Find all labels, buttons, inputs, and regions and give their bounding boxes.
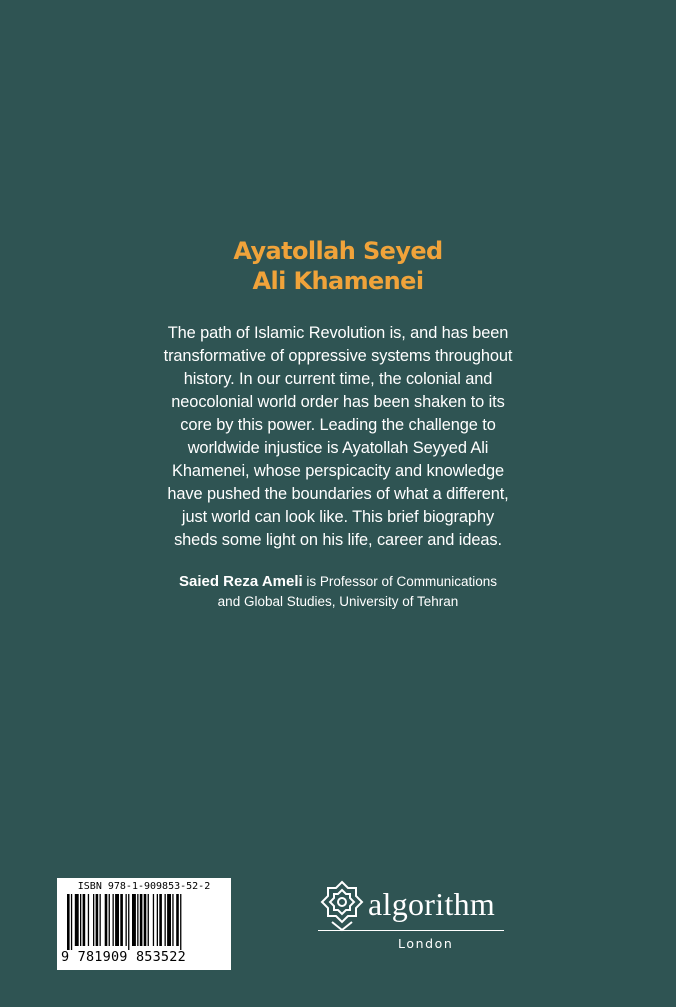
barcode-bar xyxy=(83,894,86,946)
author-bio-line-2: and Global Studies, University of Tehran xyxy=(217,594,459,609)
barcode-bar xyxy=(159,894,162,946)
blurb-line: core by this power. Leading the challenge to xyxy=(180,416,496,434)
barcode-bar xyxy=(176,894,179,946)
barcode-bar xyxy=(132,894,136,946)
barcode-bar xyxy=(75,894,79,946)
blurb-line: just world can look like. This brief biography xyxy=(181,508,495,526)
barcode-bar xyxy=(88,894,89,946)
barcode-bar xyxy=(126,894,127,946)
barcode-bars xyxy=(65,894,223,950)
isbn-barcode xyxy=(57,878,231,970)
blurb-line: neocolonial world order has been shaken to its xyxy=(171,393,505,411)
author-bio-line-1 xyxy=(120,572,556,592)
blurb-line: The path of Islamic Revolution is, and has been xyxy=(167,324,509,342)
author-bio xyxy=(120,572,556,612)
barcode-bar xyxy=(93,894,94,946)
barcode-bar xyxy=(105,894,108,946)
publisher-name: algorithm xyxy=(368,886,496,922)
blurb-line: transformative of oppressive systems throughout xyxy=(163,347,513,365)
title-line-2: Ali Khamenei xyxy=(252,267,424,295)
barcode-bar xyxy=(67,894,70,950)
barcode-bar xyxy=(71,894,72,950)
author-bio-text: is Professor of Communications xyxy=(302,574,497,589)
barcode-bar xyxy=(180,894,181,950)
barcode-bar xyxy=(80,894,81,946)
blurb-line: worldwide injustice is Ayatollah Seyyed Ali xyxy=(187,439,489,457)
barcode-bar xyxy=(157,894,158,946)
barcode-bar xyxy=(165,894,166,946)
publisher-divider xyxy=(318,930,504,931)
publisher-city: London xyxy=(398,936,454,951)
barcode-bar xyxy=(128,894,129,950)
title-line-1: Ayatollah Seyed xyxy=(233,237,443,265)
barcode-bar xyxy=(153,894,154,946)
barcode-bar xyxy=(137,894,138,946)
blurb-line: Khamenei, whose perspicacity and knowledge xyxy=(171,462,504,480)
blurb-paragraph xyxy=(150,322,526,552)
barcode-bar xyxy=(115,894,119,946)
barcode-bar xyxy=(96,894,99,946)
barcode-bar xyxy=(148,894,149,946)
barcode-bar xyxy=(172,894,173,946)
barcode-bar xyxy=(100,894,101,946)
publisher-logo xyxy=(318,878,508,958)
isbn-label: ISBN 978-1-909853-52-2 xyxy=(77,881,211,892)
blurb-line: history. In our current time, the colonial and xyxy=(183,370,493,388)
barcode-bar xyxy=(120,894,123,946)
book-title xyxy=(0,236,676,296)
barcode-bar xyxy=(109,894,110,946)
barcode-bar xyxy=(167,894,171,946)
blurb-line: have pushed the boundaries of what a different, xyxy=(167,485,509,503)
barcode-digits: 9 781909 853522 xyxy=(61,949,186,965)
barcode-bar xyxy=(113,894,114,946)
barcode-bar xyxy=(144,894,147,946)
barcode-bar xyxy=(140,894,143,946)
algorithm-emblem-icon xyxy=(318,878,366,934)
blurb-line: sheds some light on his life, career and ideas. xyxy=(174,531,502,549)
author-name: Saied Reza Ameli xyxy=(179,573,303,590)
